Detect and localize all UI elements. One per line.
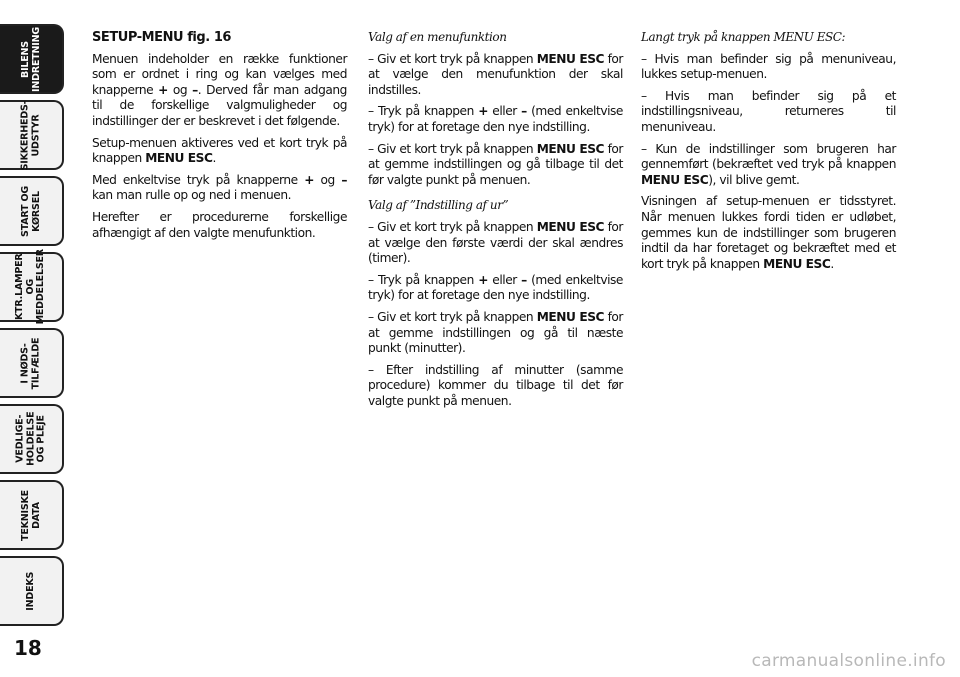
tab-tekniske-data[interactable] — [0, 480, 64, 550]
tab-bilens-indretning[interactable] — [0, 24, 64, 94]
tab-indeks[interactable] — [0, 556, 64, 626]
tab-sikkerhedsudstyr[interactable] — [0, 100, 64, 170]
paragraph: Setup-menuen aktiveres ved et kort tryk på knappen MENU ESC. — [92, 135, 347, 166]
tab-vedligeholdelse[interactable] — [0, 404, 64, 474]
column-3 — [641, 30, 896, 278]
step: – Giv et kort tryk på knappen MENU ESC for at vælge den menufunktion der skal indstilles. — [368, 51, 623, 97]
column-1 — [92, 30, 347, 247]
step: – Giv et kort tryk på knappen MENU ESC for at vælge den første værdi der skal ændres (timer). — [368, 219, 623, 266]
subheading: Langt tryk på knappen MENU ESC: — [641, 30, 846, 44]
subheading: Valg af en menufunktion — [368, 30, 507, 44]
page-number: 18 — [14, 636, 42, 660]
paragraph: Visningen af setup-menuen er tidsstyret. Når menuen lukkes fordi tiden er udløbet, gemmes kun de indstillinger som brugeren indtil da har foretaget og bekræftet med et kort tryk på knappen MENU ESC. — [641, 194, 896, 271]
tab-label: I NØDS- TILFÆLDE — [19, 337, 41, 389]
step: – Kun de indstillinger som brugeren har gennemført (bekræftet ved tryk på knappen MENU ESC), vil blive gemt. — [641, 141, 896, 187]
tab-label: BILENS INDRETNING — [19, 26, 42, 92]
step: – Hvis man befinder sig på et indstillingsniveau, returneres til menuniveau. — [641, 88, 896, 134]
subheading: Valg af ”Indstilling af ur” — [368, 198, 509, 213]
tab-label: INDEKS — [24, 571, 36, 611]
step: – Giv et kort tryk på knappen MENU ESC for at gemme indstillingen og gå til næste punkt (minutter). — [368, 309, 623, 356]
paragraph: Med enkeltvise tryk på knapperne + og – kan man rulle op og ned i menuen. — [92, 172, 347, 203]
column-2 — [368, 30, 623, 415]
tab-label: SIKKERHEDS- UDSTYR — [19, 100, 42, 170]
step: – Efter indstilling af minutter (samme procedure) kommer du tilbage til det før valgte punkt på menuen. — [368, 362, 623, 408]
step: – Tryk på knappen + eller – (med enkeltvise tryk) for at foretage den nye indstilling. — [368, 104, 623, 134]
tab-label: TEKNISKE DATA — [19, 489, 41, 541]
tab-label: KTR.LAMPER OG MEDDELELSER — [14, 249, 47, 325]
watermark: carmanualsonline.info — [751, 651, 946, 671]
step: – Hvis man befinder sig på menuniveau, lukkes setup-menuen. — [641, 51, 896, 82]
tab-label: START OG KØRSEL — [19, 185, 41, 237]
step: – Tryk på knappen + eller – (med enkeltvise tryk) for at foretage den nye indstilling. — [368, 272, 623, 303]
step: – Giv et kort tryk på knappen MENU ESC for at gemme indstillingen og gå tilbage til det før valgte punkt på menuen. — [368, 141, 623, 187]
section-heading: SETUP-MENU fig. 16 — [92, 30, 232, 45]
paragraph: Herefter er procedurerne forskellige afhængigt af den valgte menufunktion. — [92, 209, 347, 240]
tab-ktr-lamper[interactable] — [0, 249, 64, 325]
tab-label: VEDLIGE- HOLDELSE OG PLEJE — [14, 411, 47, 467]
paragraph: Menuen indeholder en række funktioner som er ordnet i ring og kan vælges med knapperne + og –. Derved får man adgang til de forskellige valgmuligheder og indstillinger der er beskrevet i det følgende. — [92, 51, 347, 128]
tab-i-nodstilfaelde[interactable] — [0, 328, 64, 398]
tab-start-og-korsel[interactable] — [0, 176, 64, 246]
